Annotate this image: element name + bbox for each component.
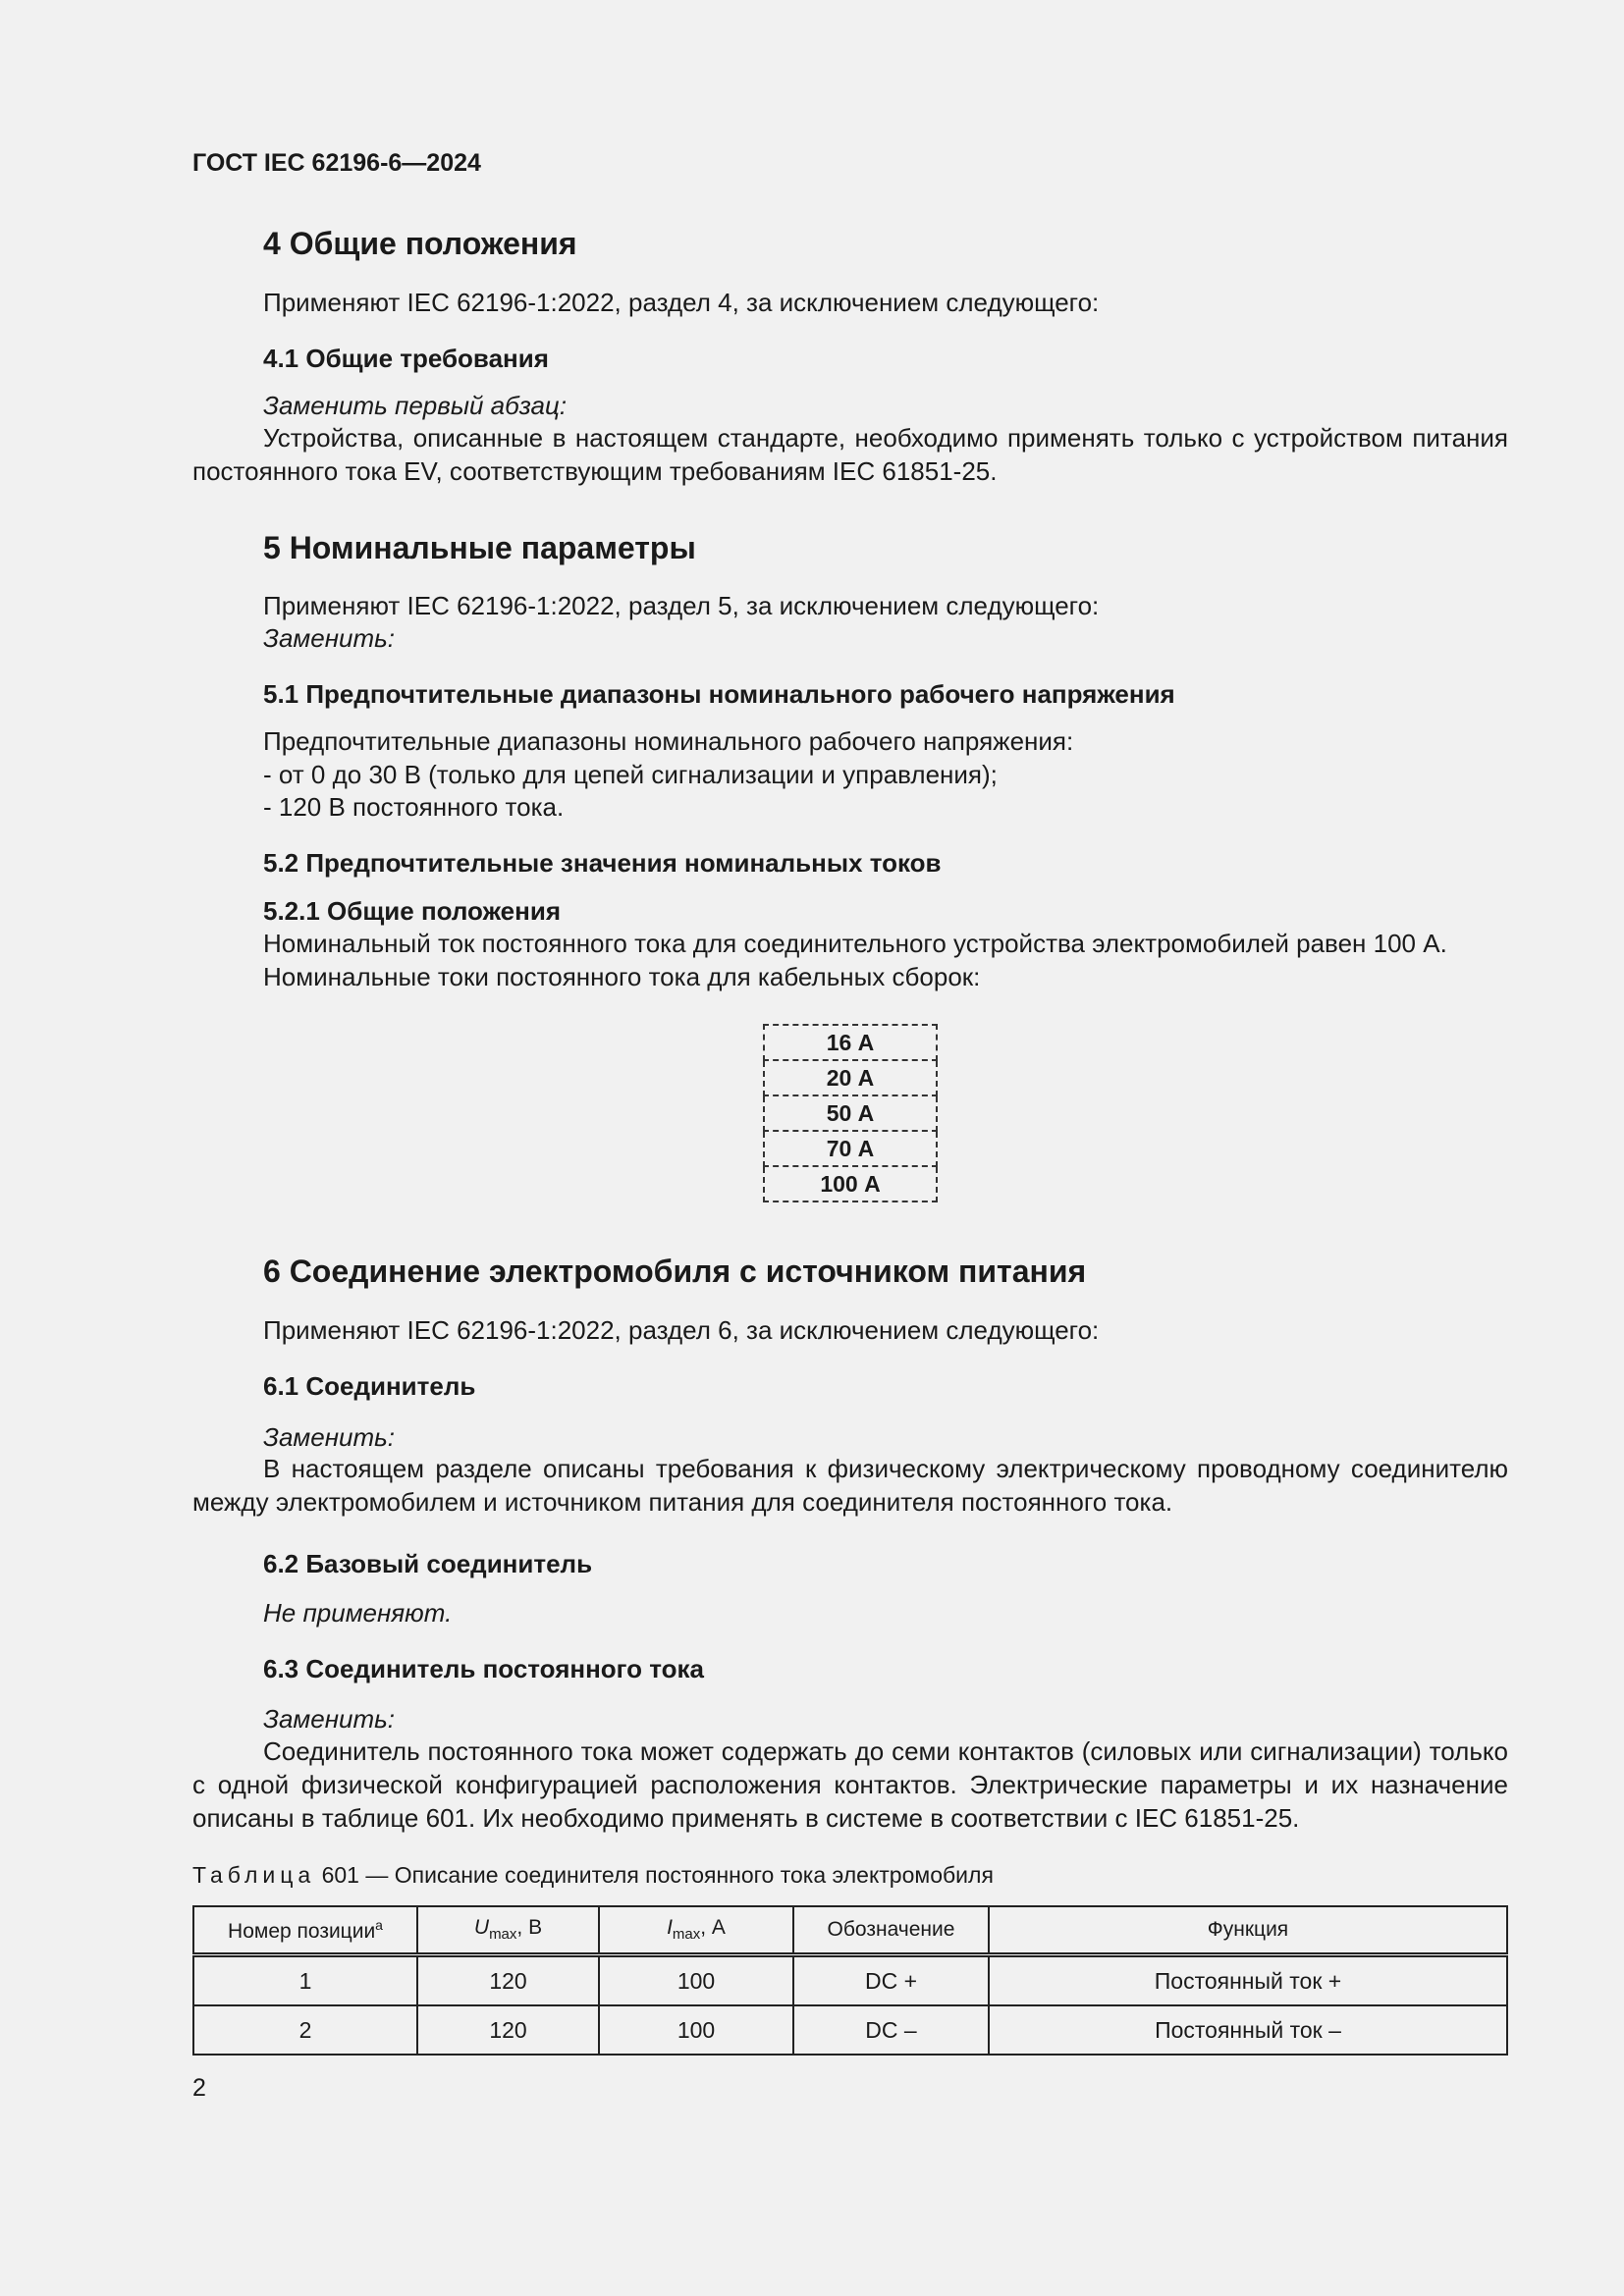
table-row [193,2005,1507,2055]
cell-function: Постоянный ток – [989,2005,1507,2055]
imax-symbol: I [667,1916,673,1940]
rating-cell: 20 А [764,1060,937,1095]
section-5-2-1-title: 5.2.1 Общие положения [263,896,561,926]
cell-imax: 100 [599,1955,793,2006]
section-6-1-text: В настоящем разделе описаны требования к физическому электрическому проводному соединителю между электромобилем и источником питания для соединителя постоянного тока. [192,1454,1508,1517]
document-header: ГОСТ IEC 62196-6—2024 [192,149,481,177]
section-5-1-text: Предпочтительные диапазоны номинального рабочего напряжения: [263,726,1074,756]
imax-subscript: max [672,1926,701,1944]
section-5-2-1-text-1: Номинальный ток постоянного тока для соединительного устройства электромобилей равен 100 А. [263,929,1447,958]
section-6-title: 6 Соединение электромобиля с источником питания [263,1254,1087,1289]
rating-cell: 100 А [764,1166,937,1201]
section-6-3-text: Соединитель постоянного тока может содержать до семи контактов (силовых или сигнализации) только с одной физической конфигурацией расположения контактов. Электрические параметры и их назначение описаны в таблице 601. Их необходимо применять в системе в соответствии с IEC 61851-25. [192,1736,1508,1833]
section-5-title: 5 Номинальные параметры [263,530,696,565]
section-5-2-1-text-2: Номинальные токи постоянного тока для кабельных сборок: [263,962,981,991]
table-caption-word: Таблица [192,1862,316,1888]
cell-imax: 100 [599,2005,793,2055]
section-4-1-replace: Заменить первый абзац: [263,391,568,420]
section-4-1-text: Устройства, описанные в настоящем стандарте, необходимо применять только с устройством питания постоянного тока EV, соответствующим требованиям IEC 61851-25. [192,423,1508,486]
section-4-1-title: 4.1 Общие требования [263,344,549,373]
section-6-intro: Применяют IEC 62196-1:2022, раздел 6, за исключением следующего: [263,1315,1100,1345]
section-6-2-title: 6.2 Базовый соединитель [263,1549,593,1578]
list-item: - 120 В постоянного тока. [263,792,565,822]
header-position-label: Номер позиции [228,1919,376,1943]
umax-subscript: max [489,1926,517,1944]
section-5-intro: Применяют IEC 62196-1:2022, раздел 5, за исключением следующего: [263,591,1100,620]
column-header-umax [417,1906,599,1955]
rating-cell: 50 А [764,1095,937,1131]
cell-designation: DC + [793,1955,989,2006]
table-601 [192,1905,1508,2056]
section-6-1-title: 6.1 Соединитель [263,1371,476,1401]
section-6-1-replace: Заменить: [263,1422,396,1452]
rating-cell: 16 А [764,1025,937,1060]
section-4-title: 4 Общие положения [263,226,577,261]
table-caption-text: 601 — Описание соединителя постоянного тока электромобиля [315,1862,994,1888]
rating-cell: 70 А [764,1131,937,1166]
section-4-intro: Применяют IEC 62196-1:2022, раздел 4, за исключением следующего: [263,288,1100,317]
page-number: 2 [192,2074,206,2102]
cell-position: 1 [193,1955,417,2006]
cell-function: Постоянный ток + [989,1955,1507,2006]
umax-symbol: U [473,1916,490,1940]
cell-umax: 120 [417,2005,599,2055]
section-5-2-title: 5.2 Предпочтительные значения номинальных токов [263,848,942,878]
column-header-designation: Обозначение [793,1906,989,1955]
section-6-3-title: 6.3 Соединитель постоянного тока [263,1654,705,1683]
cell-designation: DC – [793,2005,989,2055]
section-5-replace: Заменить: [263,623,396,653]
imax-unit: , А [700,1916,726,1940]
current-ratings-table [763,1024,938,1202]
umax-unit: , В [516,1916,543,1940]
table-row [193,1955,1507,2006]
column-header-position [193,1906,417,1955]
list-item: - от 0 до 30 В (только для цепей сигнализации и управления); [263,760,998,789]
column-header-imax [599,1906,793,1955]
cell-position: 2 [193,2005,417,2055]
table-caption [192,1862,994,1889]
section-6-2-text: Не применяют. [263,1598,453,1628]
column-header-function: Функция [989,1906,1507,1955]
section-5-1-title: 5.1 Предпочтительные диапазоны номинального рабочего напряжения [263,679,1175,709]
section-6-3-replace: Заменить: [263,1704,396,1734]
footnote-marker: a [375,1916,383,1933]
cell-umax: 120 [417,1955,599,2006]
